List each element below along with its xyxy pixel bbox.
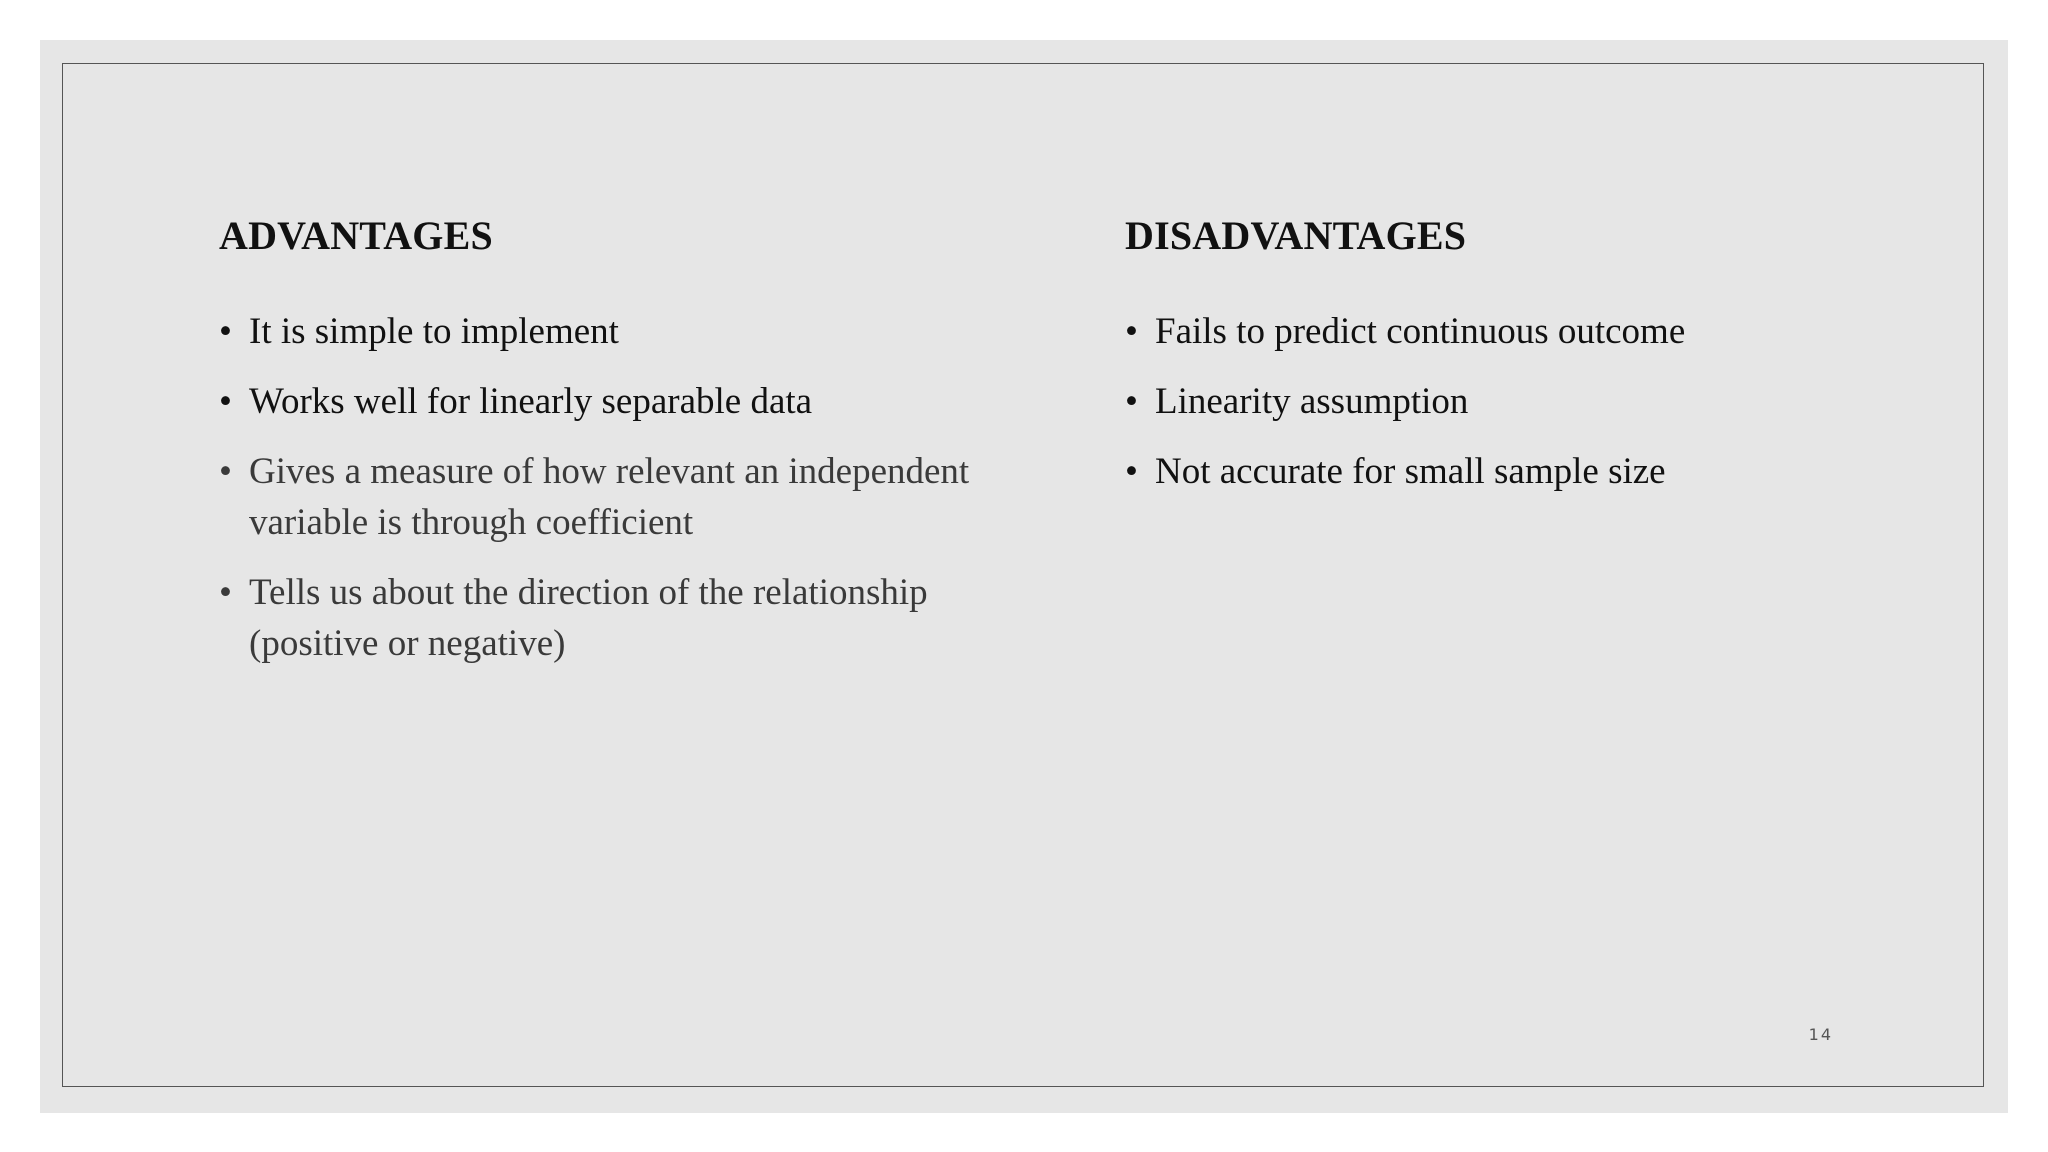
list-item [1125, 446, 1925, 497]
advantages-heading: ADVANTAGES [219, 213, 493, 258]
bullet-icon: • [219, 572, 232, 613]
disadvantages-heading: DISADVANTAGES [1125, 213, 1467, 258]
page-number: 14 [1808, 1025, 1833, 1044]
disadvantage-text: Fails to predict continuous outcome [1155, 311, 1686, 352]
advantage-text: Tells us about the direction of the relationship (positive or negative) [249, 572, 928, 664]
list-item [1125, 376, 1925, 427]
list-item [219, 567, 1019, 669]
advantage-text: Gives a measure of how relevant an independent variable is through coefficient [249, 451, 970, 543]
disadvantages-column [1125, 214, 1925, 516]
advantages-list [219, 306, 1019, 669]
bullet-icon: • [1125, 451, 1138, 492]
advantage-text: It is simple to implement [249, 311, 619, 352]
disadvantages-list [1125, 306, 1925, 497]
slide-frame [62, 63, 1984, 1087]
disadvantage-text: Not accurate for small sample size [1155, 451, 1666, 492]
bullet-icon: • [1125, 381, 1138, 422]
list-item [219, 446, 1019, 548]
slide [40, 40, 2008, 1113]
bullet-icon: • [1125, 311, 1138, 352]
list-item [1125, 306, 1925, 357]
bullet-icon: • [219, 381, 232, 422]
advantage-text: Works well for linearly separable data [249, 381, 813, 422]
list-item [219, 306, 1019, 357]
disadvantage-text: Linearity assumption [1155, 381, 1469, 422]
advantages-column [219, 214, 1019, 688]
list-item [219, 376, 1019, 427]
bullet-icon: • [219, 311, 232, 352]
bullet-icon: • [219, 451, 232, 492]
